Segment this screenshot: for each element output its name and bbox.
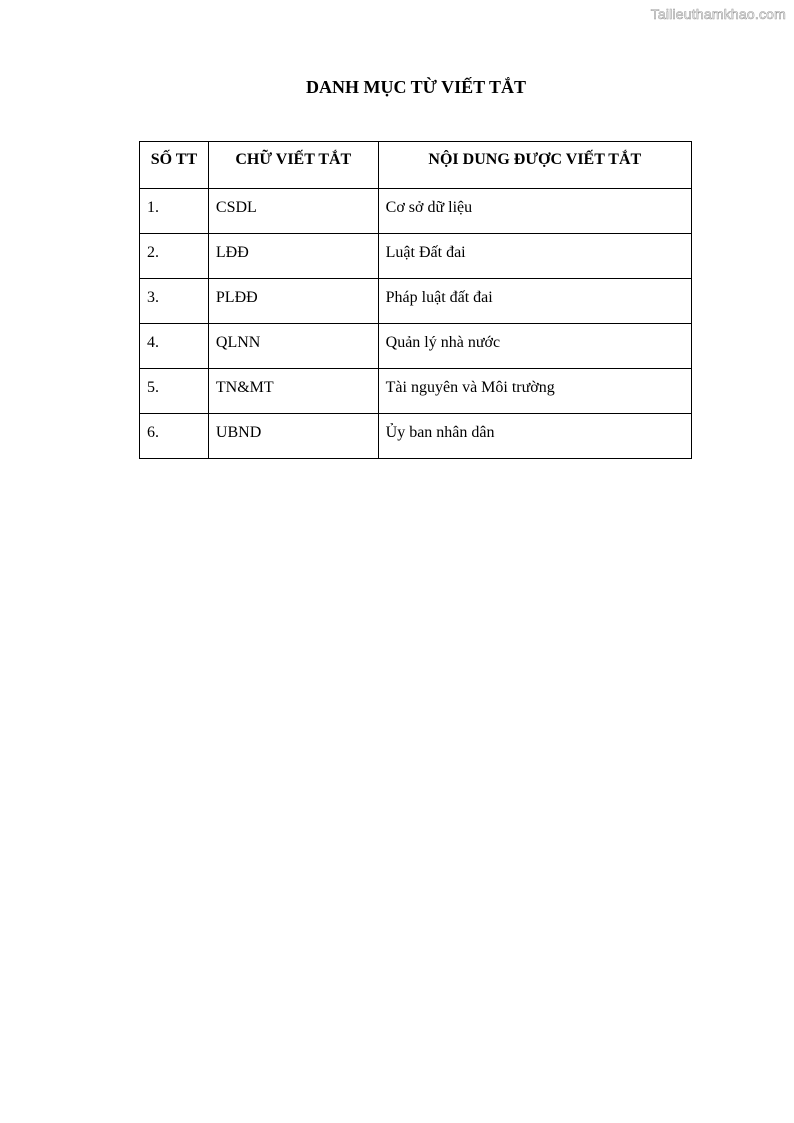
row-number: 5. [140,369,209,414]
row-number: 2. [140,234,209,279]
row-meaning: Quản lý nhà nước [378,324,691,369]
table-header-row [140,142,692,189]
header-abbreviation: CHỮ VIẾT TẮT [208,142,378,189]
row-meaning: Ủy ban nhân dân [378,414,691,459]
row-abbreviation: CSDL [208,189,378,234]
row-abbreviation: UBND [208,414,378,459]
table-row [140,279,692,324]
row-abbreviation: LĐĐ [208,234,378,279]
row-meaning: Pháp luật đất đai [378,279,691,324]
row-abbreviation: PLĐĐ [208,279,378,324]
table-row [140,234,692,279]
row-number: 3. [140,279,209,324]
header-no: SỐ TT [140,142,209,189]
table-row [140,369,692,414]
table-row [140,324,692,369]
abbreviation-table [139,141,692,459]
header-meaning: NỘI DUNG ĐƯỢC VIẾT TẮT [378,142,691,189]
row-meaning: Cơ sở dữ liệu [378,189,691,234]
table-row [140,414,692,459]
row-abbreviation: QLNN [208,324,378,369]
row-number: 6. [140,414,209,459]
table-row [140,189,692,234]
watermark-text: Tailieuthamkhao.com [650,6,786,22]
page-title: DANH MỤC TỪ VIẾT TẮT [305,77,527,97]
row-number: 1. [140,189,209,234]
row-number: 4. [140,324,209,369]
row-meaning: Tài nguyên và Môi trường [378,369,691,414]
row-abbreviation: TN&MT [208,369,378,414]
row-meaning: Luật Đất đai [378,234,691,279]
